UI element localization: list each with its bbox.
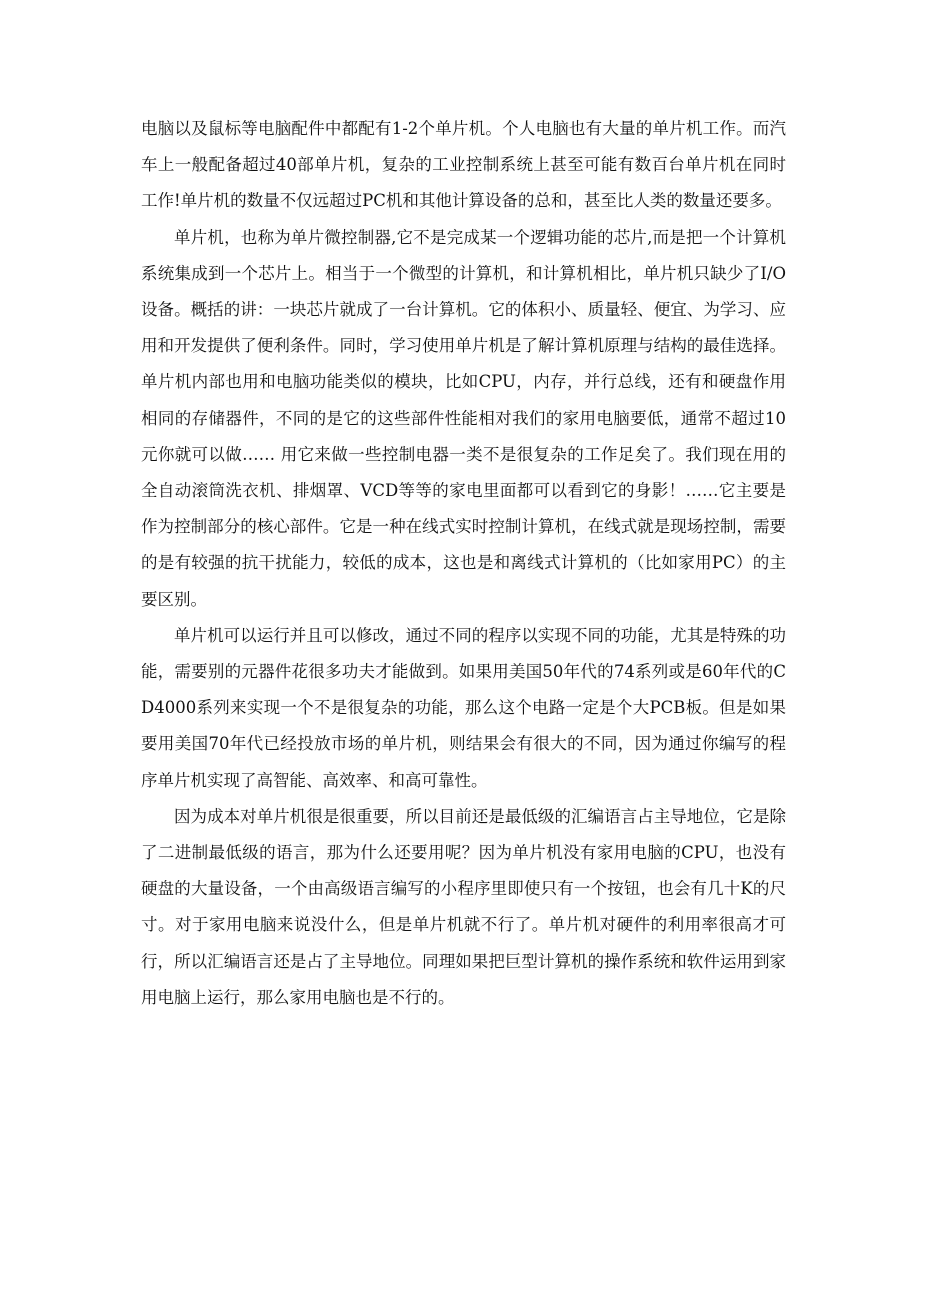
paragraph-1: 电脑以及鼠标等电脑配件中都配有1-2个单片机。个人电脑也有大量的单片机工作。而汽车上一般配备超过40部单片机，复杂的工业控制系统上甚至可能有数百台单片机在同时工作!单片机的数量不仅远超过PC机和其他计算设备的总和，甚至比人类的数量还要多。 xyxy=(141,119,786,211)
document-body xyxy=(141,111,786,1016)
paragraph-4: 因为成本对单片机很是很重要，所以目前还是最低级的汇编语言占主导地位，它是除了二进制最低级的语言，那为什么还要用呢？因为单片机没有家用电脑的CPU，也没有硬盘的大量设备，一个由高级语言编写的小程序里即使只有一个按钮，也会有几十K的尺寸。对于家用电脑来说没什么，但是单片机就不行了。单片机对硬件的利用率很高才可行，所以汇编语言还是占了主导地位。同理如果把巨型计算机的操作系统和软件运用到家用电脑上运行，那么家用电脑也是不行的。 xyxy=(141,806,786,1007)
paragraph-2: 单片机，也称为单片微控制器,它不是完成某一个逻辑功能的芯片,而是把一个计算机系统集成到一个芯片上。相当于一个微型的计算机，和计算机相比，单片机只缺少了I/O设备。概括的讲：一块芯片就成了一台计算机。它的体积小、质量轻、便宜、为学习、应用和开发提供了便利条件。同时，学习使用单片机是了解计算机原理与结构的最佳选择。单片机内部也用和电脑功能类似的模块，比如CPU，内存，并行总线，还有和硬盘作用相同的存储器件，不同的是它的这些部件性能相对我们的家用电脑要低，通常不超过10元你就可以做…… 用它来做一些控制电器一类不是很复杂的工作足矣了。我们现在用的全自动滚筒洗衣机、排烟罩、VCD等等的家电里面都可以看到它的身影！……它主要是作为控制部分的核心部件。它是一种在线式实时控制计算机，在线式就是现场控制，需要的是有较强的抗干扰能力，较低的成本，这也是和离线式计算机的（比如家用PC）的主要区别。 xyxy=(141,227,786,609)
paragraph-3: 单片机可以运行并且可以修改，通过不同的程序以实现不同的功能，尤其是特殊的功能，需要别的元器件花很多功夫才能做到。如果用美国50年代的74系列或是60年代的CD4000系列来实现一个不是很复杂的功能，那么这个电路一定是个大PCB板。但是如果要用美国70年代已经投放市场的单片机，则结果会有很大的不同，因为通过你编写的程序单片机实现了高智能、高效率、和高可靠性。 xyxy=(141,625,786,790)
